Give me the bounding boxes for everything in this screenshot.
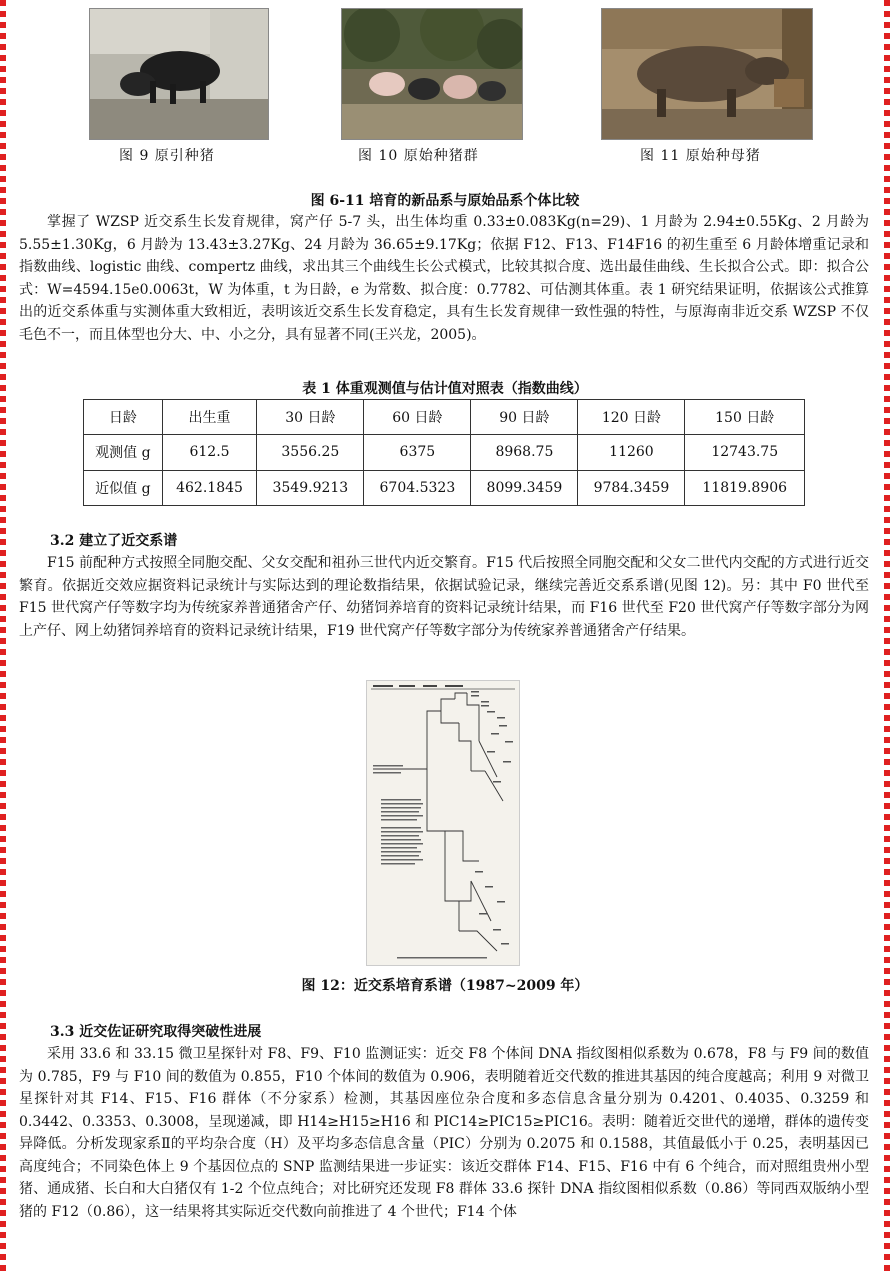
table-header-row <box>84 400 805 435</box>
table-cell: 12743.75 <box>685 435 805 470</box>
table-cell: 3556.25 <box>257 435 364 470</box>
table-cell: 6704.5323 <box>364 470 471 505</box>
table-cell: 8968.75 <box>471 435 578 470</box>
photo-original-pig-herd <box>341 8 523 140</box>
table-cell: 11260 <box>578 435 685 470</box>
section-3-2-heading: 3.2 建立了近交系谱 <box>50 533 178 549</box>
table-1-title: 表 1 体重观测值与估计值对照表（指数曲线） <box>302 381 588 397</box>
table-header-cell: 90 日龄 <box>471 400 578 435</box>
photo-caption-9: 图 9 原引种猪 <box>119 148 215 164</box>
growth-paragraph: 掌握了 WZSP 近交系生长发育规律，窝产仔 5-7 头，出生体均重 0.33±0.083Kg(n=29)、1 月龄为 2.94±0.55Kg、2 月龄为 5.55±1.30Kg，6 月龄为 13.43±3.27Kg、24 月龄为 36.65±9.17Kg；依据 F12、F13、F14F16 的初生重至 6 月龄体增重记录和指数曲线、logistic 曲线、compertz 曲线，求出其三个曲线生长公式模式，比较其拟合度、选出最佳曲线、生长拟合公式。即：拟合公式：W=4594.15e0.0063t，W 为体重，t 为日龄，e 为常数、拟合度：0.7782、可估测其体重。表 1 研究结果证明，依据该公式推算出的近交系体重与实测体重大致相近，表明该近交系生长发育稳定，具有生长发育规律一致性强的特性，与原海南非近交系 WZSP 不仅毛色不一，而且体型也分大、中、小之分，具有显著不同(王兴龙，2005)。 <box>19 214 869 343</box>
table-cell: 观测值 g <box>84 435 163 470</box>
table-cell: 11819.8906 <box>685 470 805 505</box>
table-header-cell: 60 日龄 <box>364 400 471 435</box>
table-cell: 8099.3459 <box>471 470 578 505</box>
photo-caption-11: 图 11 原始种母猪 <box>640 148 761 164</box>
figure-12-caption: 图 12：近交系培育系谱（1987~2009 年） <box>301 978 589 994</box>
table-header-cell: 30 日龄 <box>257 400 364 435</box>
table-cell: 6375 <box>364 435 471 470</box>
table-row <box>84 435 805 470</box>
table-cell: 9784.3459 <box>578 470 685 505</box>
pedigree-figure <box>366 680 520 966</box>
weight-table <box>83 399 805 506</box>
table-header-cell: 120 日龄 <box>578 400 685 435</box>
table-header-cell: 日龄 <box>84 400 163 435</box>
figure-6-11-title: 图 6-11 培育的新品系与原始品系个体比较 <box>310 193 580 209</box>
photo-caption-10: 图 10 原始种猪群 <box>358 148 479 164</box>
photo-original-pig <box>89 8 269 140</box>
table-cell: 462.1845 <box>162 470 257 505</box>
section-3-3-heading: 3.3 近交佐证研究取得突破性进展 <box>50 1024 262 1040</box>
table-header-cell: 出生重 <box>162 400 257 435</box>
section-3-2-paragraph: F15 前配种方式按照全同胞交配、父女交配和祖孙三世代内近交繁育。F15 代后按照全同胞交配和父女二世代内交配的方式进行近交繁育。依据近交效应据资料记录统计与实际达到的理论数指结果，依据试验记录，继续完善近交系系谱(见图 12)。另：其中 F0 世代至 F15 世代窝产仔等数字均为传统家养普通猪舍产仔、幼猪饲养培育的资料记录统计结果，而 F16 世代至 F20 世代窝产仔等数字部分为网上产仔、网上幼猪饲养培育的资料记录统计结果，F19 世代窝产仔等数字部分为传统家养普通猪舍产仔结果。 <box>19 555 869 639</box>
table-row <box>84 470 805 505</box>
table-cell: 近似值 g <box>84 470 163 505</box>
photo-original-sow <box>601 8 813 140</box>
table-cell: 3549.9213 <box>257 470 364 505</box>
table-cell: 612.5 <box>162 435 257 470</box>
table-header-cell: 150 日龄 <box>685 400 805 435</box>
section-3-3-paragraph: 采用 33.6 和 33.15 微卫星探针对 F8、F9、F10 监测证实：近交 F8 个体间 DNA 指纹图相似系数为 0.678，F8 与 F9 间的数值为 0.785，F9 与 F10 间的数值为 0.855，F10 个体间的数值为 0.906，表明随着近交代数的推进其基因的纯合度越高；利用 9 对微卫星探针对其 F14、F15、F16 群体（不分家系）检测，其基因座位杂合度和多态信息含量分别为 0.4201、0.4035、0.3259 和 0.3442、0.3353、0.3008，呈现递减，即 H14≥H15≥H16 和 PIC14≥PIC15≥PIC16。表明：随着近交世代的递增，群体的遗传变异降低。分析发现家系Ⅱ的平均杂合度（H）及平均多态信息含量（PIC）分别为 0.2075 和 0.1588，其值最低小于 0.25，表明基因已高度纯合；不同染色体上 9 个基因位点的 SNP 监测结果进一步证实：该近交群体 F14、F15、F16 中有 6 个纯合，而对照组贵州小型猪、通成猪、长白和大白猪仅有 1-2 个位点纯合；对比研究还发现 F8 群体 33.6 探针 DNA 指纹图相似系数（0.86）等同西双版纳小型猪的 F12（0.86），这一结果将其实际近交代数向前推进了 4 个世代；F14 个体 <box>19 1046 869 1220</box>
